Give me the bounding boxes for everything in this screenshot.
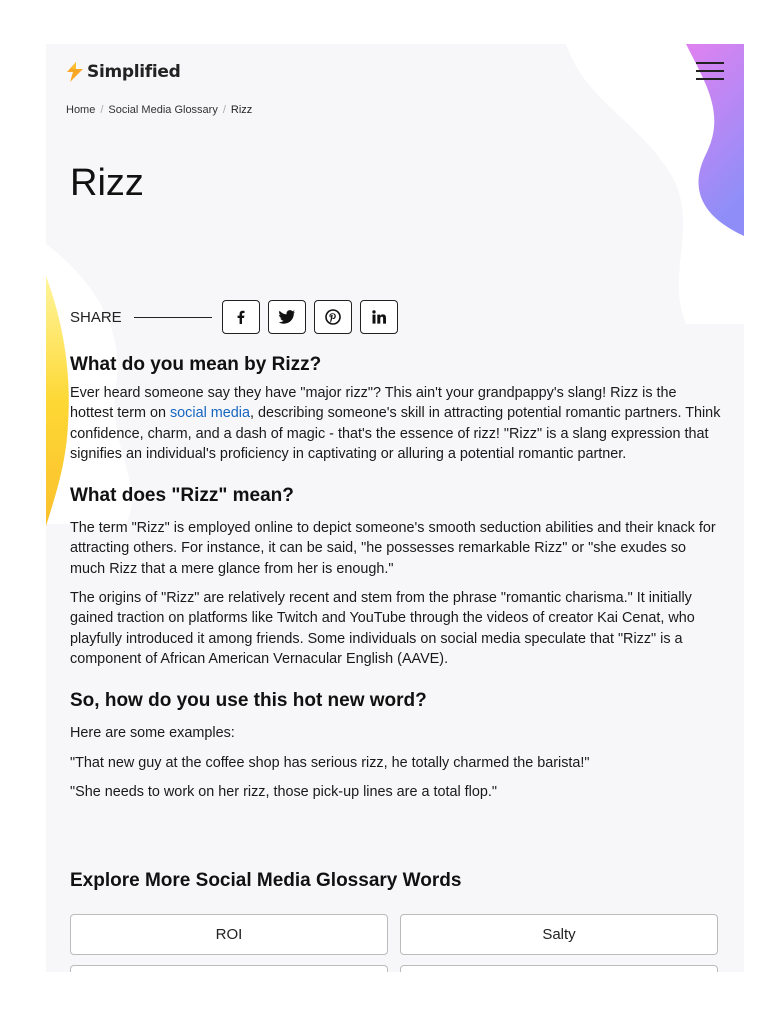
- breadcrumb: [66, 104, 252, 116]
- paragraph: "She needs to work on her rizz, those pick-up lines are a total flop.": [70, 783, 497, 800]
- paragraph: "That new guy at the coffee shop has serious rizz, he totally charmed the barista!": [70, 754, 590, 771]
- glossary-word-button[interactable]: [400, 965, 718, 972]
- lightning-logo-icon: [65, 61, 85, 83]
- breadcrumb-glossary-link[interactable]: Social Media Glossary: [108, 104, 218, 116]
- menu-line-icon: [696, 78, 724, 80]
- twitter-icon: [279, 310, 295, 324]
- hamburger-menu-button[interactable]: [696, 60, 726, 82]
- menu-line-icon: [696, 62, 724, 64]
- site-header: [46, 44, 744, 100]
- paragraph: Here are some examples:: [70, 725, 235, 742]
- breadcrumb-separator: /: [100, 104, 104, 116]
- social-media-link[interactable]: social media: [169, 405, 250, 422]
- glossary-word-button[interactable]: Salty: [400, 914, 718, 955]
- article-body: [70, 350, 722, 802]
- paragraph: The term "Rizz" is employed online to depict someone's smooth seduction abilities and their knack for attracting others. For instance, it can be said, "he possesses remarkable Rizz" or "she exudes so much Rizz that a mere glance from her is enough.": [70, 520, 716, 577]
- paragraph-text: Ever heard someone say they have "major rizz"? This ain't your grandpappy's slang! Rizz is the hottest term on: [70, 385, 677, 422]
- share-twitter-button[interactable]: [268, 300, 306, 334]
- paragraph-text: , describing someone's skill in attracting potential romantic partners. Think confidence, charm, and a dash of magic - that's the essence of rizz! "Rizz" is a slang expression that signifies an individual's proficiency in captivating or alluring a potential romantic partner.: [70, 405, 721, 462]
- paragraph: The origins of "Rizz" are relatively recent and stem from the phrase "romantic charisma." It initially gained traction on platforms like Twitch and YouTube through the videos of creator Kai Cenat, who playfully introduced it among friends. Some individuals on social media speculate that "Rizz" is a component of African American Vernacular English (AAVE).: [70, 590, 695, 667]
- glossary-word-button[interactable]: [70, 965, 388, 972]
- share-label: SHARE: [70, 308, 122, 326]
- section-heading: So, how do you use this hot new word?: [70, 690, 427, 712]
- share-linkedin-button[interactable]: [360, 300, 398, 334]
- breadcrumb-home-link[interactable]: Home: [66, 104, 96, 116]
- share-facebook-button[interactable]: [222, 300, 260, 334]
- share-bar: [70, 300, 406, 334]
- glossary-word-button[interactable]: ROI: [70, 914, 388, 955]
- share-divider: [134, 317, 212, 318]
- pinterest-icon: [325, 309, 341, 325]
- page-title: Rizz: [70, 162, 144, 204]
- linkedin-icon: [372, 310, 386, 324]
- section-heading: What do you mean by Rizz?: [70, 354, 322, 375]
- paragraph: [70, 383, 722, 464]
- menu-line-icon: [696, 70, 724, 72]
- breadcrumb-separator: /: [222, 104, 226, 116]
- brand-logo[interactable]: [65, 61, 181, 83]
- breadcrumb-current: Rizz: [230, 104, 253, 116]
- brand-name: Simplified: [87, 62, 181, 82]
- facebook-icon: [234, 310, 248, 324]
- section-heading: What does "Rizz" mean?: [70, 485, 294, 507]
- page: [46, 44, 744, 972]
- share-pinterest-button[interactable]: [314, 300, 352, 334]
- explore-heading: Explore More Social Media Glossary Words: [70, 870, 462, 891]
